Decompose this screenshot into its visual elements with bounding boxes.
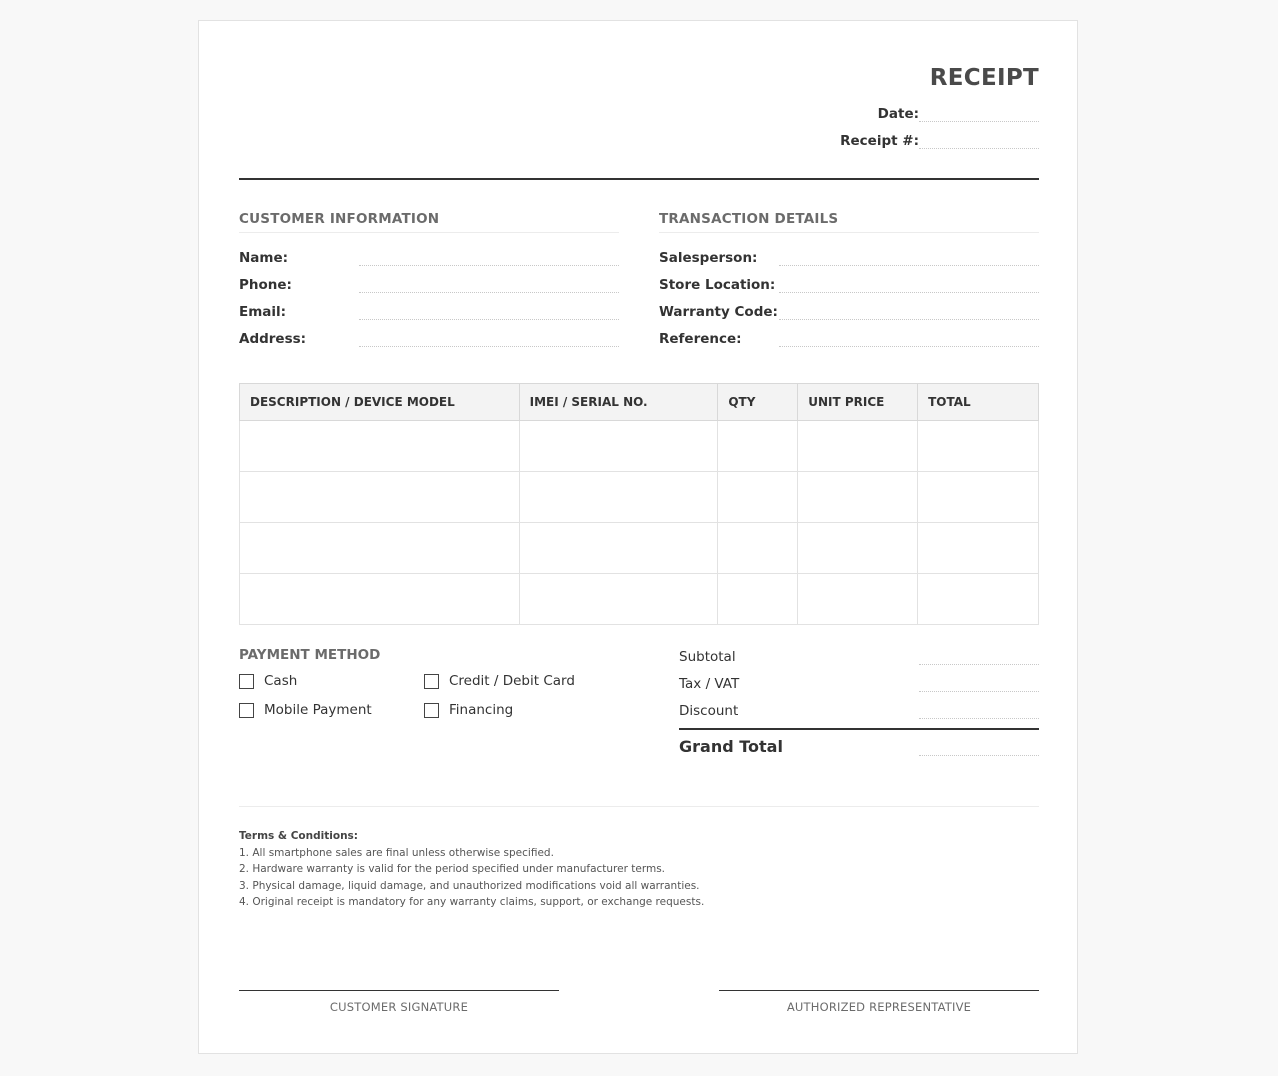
column-header-total: TOTAL (918, 384, 1039, 421)
column-header-unit-price: UNIT PRICE (798, 384, 918, 421)
total-cell[interactable] (918, 421, 1039, 472)
qty-cell[interactable] (718, 523, 798, 574)
imei-cell[interactable] (519, 574, 718, 625)
grand-total-label: Grand Total (679, 737, 783, 756)
table-row (240, 472, 1039, 523)
imei-cell[interactable] (519, 523, 718, 574)
customer-signature-line[interactable] (239, 990, 559, 991)
date-label: Date: (877, 106, 919, 122)
transaction-section-title: TRANSACTION DETAILS (659, 211, 1039, 233)
date-field[interactable] (919, 107, 1039, 122)
customer-information (239, 211, 619, 347)
payment-method (239, 647, 639, 718)
customer-name-field[interactable] (359, 253, 619, 266)
cash-checkbox[interactable] (239, 674, 254, 689)
terms-title: Terms & Conditions: (239, 830, 358, 842)
transaction-details (659, 211, 1039, 347)
description-cell[interactable] (240, 523, 520, 574)
cash-label: Cash (264, 673, 298, 689)
table-header-row (240, 384, 1039, 421)
store-location-label: Store Location: (659, 277, 776, 293)
customer-phone-row (239, 266, 619, 293)
terms-divider (239, 806, 1039, 807)
salesperson-row (659, 239, 1039, 266)
table-row (240, 421, 1039, 472)
payment-method-title: PAYMENT METHOD (239, 647, 381, 663)
representative-signature-label: AUTHORIZED REPRESENTATIVE (786, 1000, 972, 1014)
customer-phone-field[interactable] (359, 280, 619, 293)
grand-total-field[interactable] (919, 741, 1039, 756)
warranty-code-field[interactable] (779, 307, 1039, 320)
date-row (878, 106, 1039, 122)
receipt-page (198, 20, 1078, 1054)
representative-signature-line[interactable] (719, 990, 1039, 991)
receipt-number-field[interactable] (919, 134, 1039, 149)
store-location-field[interactable] (779, 280, 1039, 293)
reference-row (659, 320, 1039, 347)
grand-total-row (679, 730, 1039, 756)
tax-label: Tax / VAT (679, 676, 740, 692)
receipt-number-label: Receipt #: (840, 133, 919, 149)
total-cell[interactable] (918, 523, 1039, 574)
payment-option-card[interactable] (424, 673, 575, 689)
terms-item: 3. Physical damage, liquid damage, and unauthorized modifications void all warranties. (239, 879, 700, 892)
subtotal-row (679, 647, 1039, 665)
column-header-description: DESCRIPTION / DEVICE MODEL (240, 384, 520, 421)
unit-price-cell[interactable] (798, 472, 918, 523)
total-cell[interactable] (918, 574, 1039, 625)
unit-price-cell[interactable] (798, 574, 918, 625)
customer-email-row (239, 293, 619, 320)
customer-name-row (239, 239, 619, 266)
customer-section-title: CUSTOMER INFORMATION (239, 211, 619, 233)
customer-address-label: Address: (239, 331, 307, 347)
description-cell[interactable] (240, 574, 520, 625)
table-row (240, 574, 1039, 625)
unit-price-cell[interactable] (798, 523, 918, 574)
terms-item: 1. All smartphone sales are final unless otherwise specified. (239, 846, 554, 859)
discount-row (679, 692, 1039, 719)
reference-label: Reference: (659, 331, 742, 347)
customer-signature-label: CUSTOMER SIGNATURE (329, 1000, 469, 1014)
mobile-payment-checkbox[interactable] (239, 703, 254, 718)
mobile-payment-label: Mobile Payment (264, 702, 372, 718)
customer-name-label: Name: (239, 250, 289, 266)
warranty-code-row (659, 293, 1039, 320)
payment-option-cash[interactable] (239, 673, 297, 689)
tax-field[interactable] (919, 679, 1039, 692)
warranty-code-label: Warranty Code: (659, 304, 778, 320)
total-cell[interactable] (918, 472, 1039, 523)
totals-section (679, 647, 1039, 756)
unit-price-cell[interactable] (798, 421, 918, 472)
description-cell[interactable] (240, 421, 520, 472)
header-divider (239, 178, 1039, 180)
salesperson-label: Salesperson: (659, 250, 758, 266)
financing-checkbox[interactable] (424, 703, 439, 718)
discount-field[interactable] (919, 706, 1039, 719)
terms-and-conditions (239, 828, 1039, 911)
store-location-row (659, 266, 1039, 293)
description-cell[interactable] (240, 472, 520, 523)
payment-option-mobile[interactable] (239, 702, 372, 718)
payment-option-financing[interactable] (424, 702, 513, 718)
receipt-title: RECEIPT (929, 65, 1039, 91)
qty-cell[interactable] (718, 421, 798, 472)
tax-row (679, 665, 1039, 692)
salesperson-field[interactable] (779, 253, 1039, 266)
customer-address-row (239, 320, 619, 347)
receipt-number-row (840, 133, 1039, 149)
items-table (239, 383, 1039, 625)
terms-item: 4. Original receipt is mandatory for any warranty claims, support, or exchange requests. (239, 896, 705, 908)
table-row (240, 523, 1039, 574)
imei-cell[interactable] (519, 421, 718, 472)
customer-phone-label: Phone: (239, 277, 292, 293)
discount-label: Discount (679, 703, 739, 719)
card-label: Credit / Debit Card (449, 673, 575, 689)
qty-cell[interactable] (718, 574, 798, 625)
qty-cell[interactable] (718, 472, 798, 523)
terms-item: 2. Hardware warranty is valid for the period specified under manufacturer terms. (239, 863, 666, 875)
column-header-imei: IMEI / SERIAL NO. (519, 384, 718, 421)
customer-email-field[interactable] (359, 307, 619, 320)
subtotal-field[interactable] (919, 652, 1039, 665)
card-checkbox[interactable] (424, 674, 439, 689)
column-header-qty: QTY (718, 384, 798, 421)
customer-signature (239, 990, 559, 1014)
representative-signature (719, 990, 1039, 1014)
subtotal-label: Subtotal (679, 649, 736, 665)
financing-label: Financing (449, 702, 514, 718)
imei-cell[interactable] (519, 472, 718, 523)
customer-email-label: Email: (239, 304, 287, 320)
reference-field[interactable] (779, 334, 1039, 347)
customer-address-field[interactable] (359, 334, 619, 347)
